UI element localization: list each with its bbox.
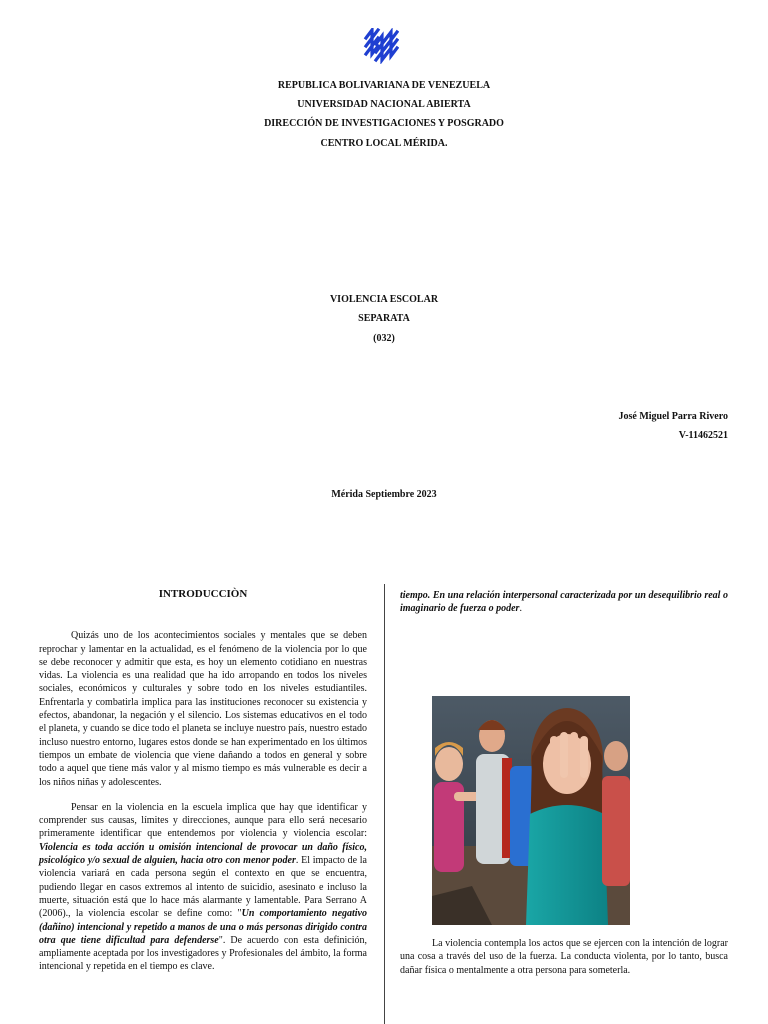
quote-continuation: tiempo. En una relación interpersonal caracterizada por un desequilibrio real o imaginario de fuerza o poder	[400, 590, 728, 615]
violence-definition: Violencia es toda acción u omisión intencional de provocar un daño físico, psicológico y/o sexual de alguien, hacia otro con menor poder	[39, 841, 367, 867]
introduction-column	[39, 588, 367, 974]
paragraph-2-text-e: ". De acuerdo con esta definición, ampliamente aceptada por los investigadores y Profesionales del ámbito, la forma intencional y repetida en el tiempo es clave.	[39, 934, 367, 973]
introduction-paragraph-2	[39, 801, 367, 974]
introduction-paragraph-1: Quizás uno de los acontecimientos sociales y mentales que se deben reprochar y lamentar en la actualidad, es el fenómeno de la violencia por lo que se debe reconocer y admitir que esta, es hoy un elemento cotidiano en nuestras vidas. La violencia es una realidad que ha ido arropando en todos los niveles sociales, económicos y culturales y sobre todo en los niveles estudiantiles. Enfrentarla y combatirla implica para las instituciones reconocer su existencia y efectos, abandonar, la negación y el silencio. Los sistemas educativos en el todo el planeta, y cuando se dice todo el planeta se incluye nuestro país, nuestro estado incluso nuestro entorno, lugares estos donde se han experimentado en los últimos tiempos un embate de violencia que viene dañando a todos en general y sobre todo a aquel que tiene más valor y al mismo tiempo es más vulnerable es decir a los niños niñas y adolescentes.	[39, 630, 367, 788]
introduction-heading: INTRODUCCIÒN	[158, 588, 248, 600]
una-university-logo-icon	[363, 28, 399, 64]
bullying-photo	[432, 696, 630, 925]
document-subtitle: SEPARATA	[358, 313, 410, 324]
author-id: V-11462521	[678, 430, 728, 441]
header-country: REPUBLICA BOLIVARIANA DE VENEZUELA	[277, 80, 491, 91]
paragraph-2-text-c: . El impacto de la violencia variará en cada persona según el contexto en que se encuentra, pudiendo llegar en casos extremos al intento de suicidio, asesinato e incluso la muerte, situación está que lo hace más alarmante y lamentable. Para Serrano A (2006)., la violencia escolar se define como: "	[39, 855, 367, 920]
header-center: CENTRO LOCAL MÉRIDA.	[320, 138, 448, 149]
quote-end: .	[519, 603, 522, 615]
photo-caption	[400, 937, 728, 977]
document-code: (032)	[373, 333, 395, 344]
header-direction: DIRECCIÓN DE INVESTIGACIONES Y POSGRADO	[264, 118, 504, 129]
right-column-quote	[400, 589, 728, 616]
place-date: Mérida Septiembre 2023	[331, 489, 437, 500]
paragraph-2-text-a: Pensar en la violencia en la escuela implica que hay que identificar y comprender sus causas, límites y direcciones, aunque para ello será necesario primeramente identificar que entendemos por violencia y violencia escolar:	[39, 801, 367, 840]
serrano-definition: Un comportamiento negativo (dañino) intencional y repetido a manos de una o más personas dirigido contra otra que tiene dificultad para defenderse	[39, 908, 367, 946]
document-title: VIOLENCIA ESCOLAR	[329, 294, 439, 305]
author-name: José Miguel Parra Rivero	[618, 411, 728, 422]
header-university: UNIVERSIDAD NACIONAL ABIERTA	[297, 99, 471, 110]
photo-caption-text: La violencia contempla los actos que se ejercen con la intención de lograr una cosa a través del uso de la fuerza. La conducta violenta, por lo tanto, busca dañar física o mentalmente a otra persona para someterla.	[400, 938, 728, 976]
column-divider	[384, 584, 385, 1024]
